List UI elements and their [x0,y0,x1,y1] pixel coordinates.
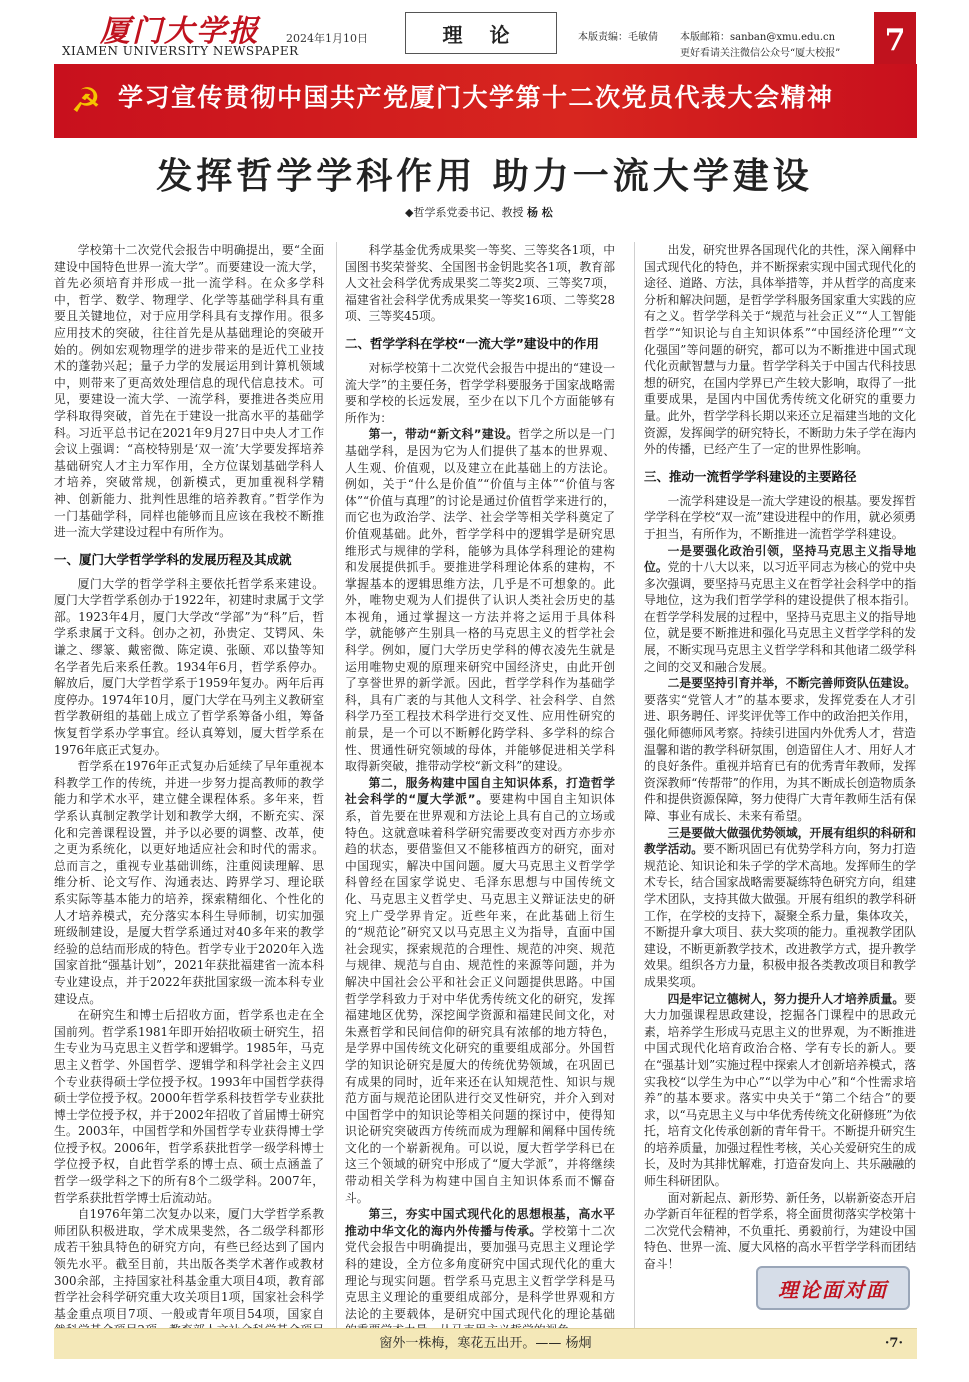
column-divider [634,242,635,1332]
column-divider [336,242,337,1332]
article-paragraph: 在研究生和博士后招收方面，哲学系也走在全国前列。哲学系1981年即开始招收硕士研究生，招生专业为马克思主义哲学和逻辑学。1985年，马克思主义哲学、外国哲学、逻辑学和科学社会主义四个专业获得硕士学位授予权。1993年中国哲学获得硕士学位授予权。2000年哲学系科技哲学专业获批博士学位授予权，并于2002年招收了首届博士研究生。2003年，中国哲学和外国哲学专业获得博士学位授予权。2006年，哲学系获批哲学一级学科博士学位授予权，自此哲学系的博士点、硕士点涵盖了哲学一级学科之下的所有8个二级学科。2007年，哲学系获批哲学博士后流动站。 [54,1008,324,1205]
footer-quote: 窗外一株梅，寒花五出开。—— 杨炯 [379,1336,592,1351]
article-paragraph: 面对新起点、新形势、新任务，以崭新姿态开启办学新百年征程的哲学系，将全面贯彻落实学校第十二次党代会精神，不负重托、勇毅前行，为建设中国特色、世界一流、厦大风格的高水平哲学学科而团结奋斗！ [644,1190,916,1272]
section-heading: 三、推动一流哲学学科建设的主要路径 [644,468,857,484]
banner-text: 学习宣传贯彻中国共产党厦门大学第十二次党员代表大会精神 [118,83,834,112]
section-heading: 一、厦门大学哲学学科的发展历程及其成就 [54,551,292,567]
article-paragraph: 一流学科建设是一流大学建设的根基。要发挥哲学学科在学校“双一流”建设进程中的作用，就必须勇于担当，有所作为，不断推进一流哲学学科建设。 [644,493,916,541]
article-paragraph: 哲学系在1976年正式复办后延续了早年重视本科教学工作的传统，并进一步努力提高教师的教学能力和学术水平，建立健全课程体系。多年来，哲学系认真制定教学计划和教学大纲，不断充实、深化和完善课程设置，并予以必要的调整、改革，使之更为系统化，以更好地适应社会和时代的需求。总而言之，重视专业基础训练，注重阅读理解、思维分析、论文写作、沟通表达、跨界学习、理论联系实际等基本能力的培养，探索精细化、个性化的人才培养模式，充分落实本科生导师制，切实加强班级制建设，是厦大哲学系通过对40多年来的教学经验的总结而形成的特色。哲学专业于2020年入选国家首批“强基计划”，2021年获批福建省一流本科专业建设点，并于2022年获批国家级一流本科专业建设点。 [54,759,324,1006]
article-column-1 [54,242,324,1322]
article-paragraph: 出发，研究世界各国现代化的共性，深入阐释中国式现代化的特色，并不断探索实现中国式现代化的途径、道路、方法，具体举措等，并从哲学的高度来分析和解决问题，是哲学学科服务国家重大实践的应有之义。哲学学科关于“规范与社会正义”“人工智能哲学”“知识论与自主知识体系”“中国经济伦理”“文化强国”等问题的研究，都可以为不断推进中国式现代化贡献智慧与力量。哲学学科关于中国古代科技思想的研究，在国内学界已产生较大影响，取得了一批重要成果，是国内中国优秀传统文化研究的重要力量。此外，哲学学科长期以来还立足福建当地的文化资源，发挥闽学的研究特长，不断助力朱子学在海内外的传播，已经产生了一定的世界性影响。 [644,243,916,457]
paragraph-lead: 三是要做大做强优势领域，开展有组织的科研和教学活动。 [644,825,916,857]
paragraph-lead: 第二，服务构建中国自主知识体系，打造哲学社会科学的“厦大学派”。 [345,775,615,807]
paragraph-body: 要落实“党管人才”的基本要求，发挥党委在人才引进、职务聘任、评奖评优等工作中的政治把关作用，强化师德师风考察。持续引进国内外优秀人才，营造温馨和谐的教学科研氛围，创造留住人才、用好人才的良好条件。重视并培育已有的优秀青年教师，发挥资深教师“传帮带”的作用，为其不断成长创造物质条件和提供资源保障，努力使得广大青年教师生活有保障、事业有成长、未来有希望。 [644,692,916,823]
paragraph-lead: 第三，夯实中国式现代化的思想根基，高水平推动中华文化的海内外传播与传承。 [345,1207,615,1238]
column-stamp: 理论面对面 [756,1266,910,1310]
paragraph-body: 党的十八大以来，以习近平同志为核心的党中央多次强调，要坚持马克思主义在哲学社会科学中的指导地位，这为我们哲学学科的建设提供了根本指引。在哲学学科发展的过程中，坚持马克思主义的指导地位，就是要不断推进和强化马克思主义哲学学科的发展，不断实现马克思主义哲学学科和其他诸二级学科之间的交叉和融合发展。 [644,560,916,674]
paragraph-lead: 二是要坚持引育并举，不断完善师资队伍建设。 [667,676,916,691]
article-paragraph [644,825,916,991]
page-number-badge: 7 [874,12,916,68]
article-title: 发挥哲学学科作用 助力一流大学建设 [156,155,813,197]
page-editor: 本版责编：毛敏倩 [578,32,658,43]
paragraph-body: 要大力加强课程思政建设，挖掘各门课程中的思政元素，培养学生形成马克思主义的世界观，为不断推进中国式现代化培育政治合格、学有专长的新人。要在“强基计划”实施过程中探索人才创新培养模式，落实我校“以学生为中心”“以学为中心”和“个性需求培养”的基本要求。落实中央关于“第二个结合”的要求，以“马克思主义与中华优秀传统文化研修班”为依托，培育文化传承创新的青年骨干。不断提升研究生的培养质量，加强过程性考核，关心关爱研究生的成长，及时为其排忧解难，打造奋发向上、共乐融融的师生科研团队。 [644,991,916,1189]
section-heading: 二、哲学学科在学校“一流大学”建设中的作用 [345,335,599,351]
paragraph-body: 学校第十二次党代会报告中明确提出，要加强马克思主义理论学科的建设，全方位多角度研究中国式现代化的重大理论与现实问题。哲学系马克思主义哲学学科是马克思主义理论的重要组成部分，是科学世界观和方法论的主要载体，是研究中国式现代化的理论基础 [345,1223,615,1321]
party-emblem-icon: ☭ [70,81,102,121]
article-column-3 [644,242,916,1322]
article-paragraph [644,991,916,1190]
paragraph-lead: 四是牢记立德树人，努力提升人才培养质量。 [667,991,905,1006]
newspaper-logo: 厦门大学报 [100,14,260,49]
article-paragraph: 自1976年第二次复办以来，厦门大学哲学系教师团队积极进取，学术成果斐然，各二级学科都形成若干独具特色的研究方向，有些已经达到了国内领先水平。截至目前，共出版各类学术著作或教材300余部，主持国家社科基金重大项目4项，教育部哲学社会科学研究重大攻关项目1项，国家社会科学基金重点项目7项、一般或青年项目54项，国家自 [54,1207,324,1321]
article-paragraph [644,543,916,676]
paragraph-lead: 一是要强化政治引领，坚持马克思主义指导地位。 [644,543,916,575]
paragraph-body: 要建构中国自主知识体系，首先要在世界观和方法论上具有自己的立场或特色。这就意味着科学研究需要改变对西方亦步亦趋的状态，要借鉴但又不能移植西方的研究，面对中国现实，解决中国问题。厦大马克思主义哲学学科曾经在国家学说史、毛泽东思想与中国传统文化、马克思主义哲学史、马克思主义辩证法史的研究上广受学界肯定。近些年来，在此基础上衍生的“规范论”研究又以马克思主义为指导，直面中国社会现实，探索规范的合理性、规范的冲突、规范与规律、规范与自由、规范性的来源等问题，并为解决中国社会公平和社会正义问题提供思路。中国哲学学科致力于对中华优秀传统文化的研究，发挥福建地区优势，深挖闽学资源和福建民间文化，对朱熹哲学和民间信仰的研究具有浓郁的地方特色，是学界中国传统文化研究的重要组成部分。外国哲学的知识论研究是厦大的传统优势领域，在巩固已有成果的同时，近年来还在认知规范性、知识与规范方面与规范论团队进行交叉性研究，并介入到对中国哲学中的知识论等相关问题的探讨中，使得知识论研究突破西方传统而成为理解和阐释中国传统文化的一个崭新视角。可以说，厦大哲学学科已在这三个领域的研究中形成了“厦大学派”，并将继续带动相关学科为构建中国自主知识体系而不懈奋斗。 [345,792,615,1205]
article-paragraph: 厦门大学的哲学学科主要依托哲学系来建设。厦门大学哲学系创办于1922年，初建时隶属于文学部。1923年4月，厦门大学改“学部”为“科”后，哲学系隶属于文科。创办之初，孙贵定、艾锷风、朱谦之、缪篆、戴密微、陈定谟、张颐、邓以蛰等知名学者先后来系任教。1934年6月，哲学系停办。解放后，厦门大学哲学系于1959年复办。两年后再度停办。1974年10月，厦门大学在马列主义教研室哲学教研组的基础上成立了哲学系筹备小组，筹备恢复哲学系办学事宜。经认真筹划，厦大哲学系在1976年底正式复办。 [54,576,324,757]
article-byline [405,204,553,220]
article-paragraph [644,675,916,824]
masthead [0,0,969,70]
article-paragraph [345,775,615,1206]
article-paragraph: 科学基金优秀成果奖一等奖、三等奖各1项，中国图书奖荣誉奖、全国图书金钥匙奖各1项，教育部人文社会科学优秀成果奖二等奖2项、三等奖7项，福建省社会科学优秀成果奖一等奖16项、二等奖28项、三等奖45项。 [345,243,615,324]
newspaper-english-name: XIAMEN UNIVERSITY NEWSPAPER [62,44,299,58]
byline-author: 杨 松 [526,206,553,219]
wechat-follow-note: 更好看请关注微信公众号“厦大校报” [680,48,841,59]
paragraph-lead: 第一，带动“新文科”建设。 [368,427,519,442]
article-paragraph [345,1206,615,1339]
article-paragraph: 学校第十二次党代会报告中明确提出，要“全面建设中国特色世界一流大学”。而要建设一流大学，首先必须培育并形成一批一流学科。在众多学科中，哲学、数学、物理学、化学等基础学科具有重要且关键地位，对于应用学科具有支撑作用。很多应用技术的突破，往往首先是从基础理论的突破开始的。例如宏观物理学的进步带来的是近代工业技术的蓬勃兴起；量子力学的发展运用到计算机领域中，则带来了更高效处理信息的现代信息技术。可见，要建设一流大学、一流学科，要推进各类应用学科取得突破，首先在于建设一批高水平的基础学科。习近平总书记在2021年9月27日中央人才工作会议上强调：“高校特别是‘双一流’大学要发挥培养基础研究人才主力军作用，全方位谋划基础学科人才培养，突破常规，创新模式，更加重视科学精神、创新能力、批判性思维的培养教育。”哲学作为一门基础学科，同样也能够而且应该在我校不断推进一流大学建设过程中有所作为。 [54,243,324,540]
article-paragraph: 对标学校第十二次党代会报告中提出的“建设一流大学”的主要任务，哲学学科要服务于国家战略需要和学校的长远发展，至少在以下几个方面能够有所作为： [345,360,615,425]
section-label: 理 论 [405,12,557,54]
footer-page-number: ·7· [884,1336,903,1351]
paragraph-body: 哲学之所以是一门基础学科，是因为它为人们提供了基本的世界观、人生观、价值观，以及建立在此基础上的方法论。例如，关于“什么是价值”“价值与主体”“价值与客体”“价值与真理”的讨论是通过价值哲学来进行的，而它也为政治学、法学、社会学等相关学科奠定了价值观基础。此外，哲学学科中的逻辑学是研究思维形式与规律的学科，能够为具体学科理论的建构和发展提供抓手。要推进学科理论体系的建构，不掌握基本的逻辑思维方法，几乎是不可想象的。此外，唯物史观为人们提供了认识人类社会历史的基本视角，通过掌握这一方法并将之运用于具体科学，就能够产生别具一格的马克思主义的哲学社会科学。例如，厦门大学历史学科的傅衣凌先生就是运用唯物史观的原理来研究中国经济史，由此开创了享誉世界的新学派。因此，哲学学科作为基础学科，具有广袤的与其他人文科学、社会科学、自然科学乃至工程技术科学进行交叉性、应用性研究的前景，是一个可以不断孵化跨学科、多学科的综合性、贯通性研究领域的母体，并能够促进相关学科取得新突破，推带动学校“新文科”的建设。 [345,427,615,774]
theme-banner [54,64,917,138]
paragraph-body: 要不断巩固已有优势学科方向，努力打造规范论、知识论和朱子学的学术高地。发挥师生的学术专长，结合国家战略需要凝练特色研究方向，组建学术团队，支持其做大做强。开展有组织的教学科研工作，在学校的支持下，凝聚全系力量，集体攻关，不断提升拿大项目、获大奖项的能力。重视教学团队建设，不断更新教学技术，改进教学方式，提升教学效果。组织各方力量，积极申报各类教改项目和教学成果奖项。 [644,842,916,989]
issue-date: 2024年1月10日 [286,32,368,45]
byline-role: ◆哲学系党委书记、教授 [405,206,524,219]
article-paragraph [345,426,615,774]
page-email: 本版邮箱：sanban@xmu.edu.cn [680,32,836,43]
article-column-2 [345,242,615,1322]
footer-bar [54,1328,917,1359]
